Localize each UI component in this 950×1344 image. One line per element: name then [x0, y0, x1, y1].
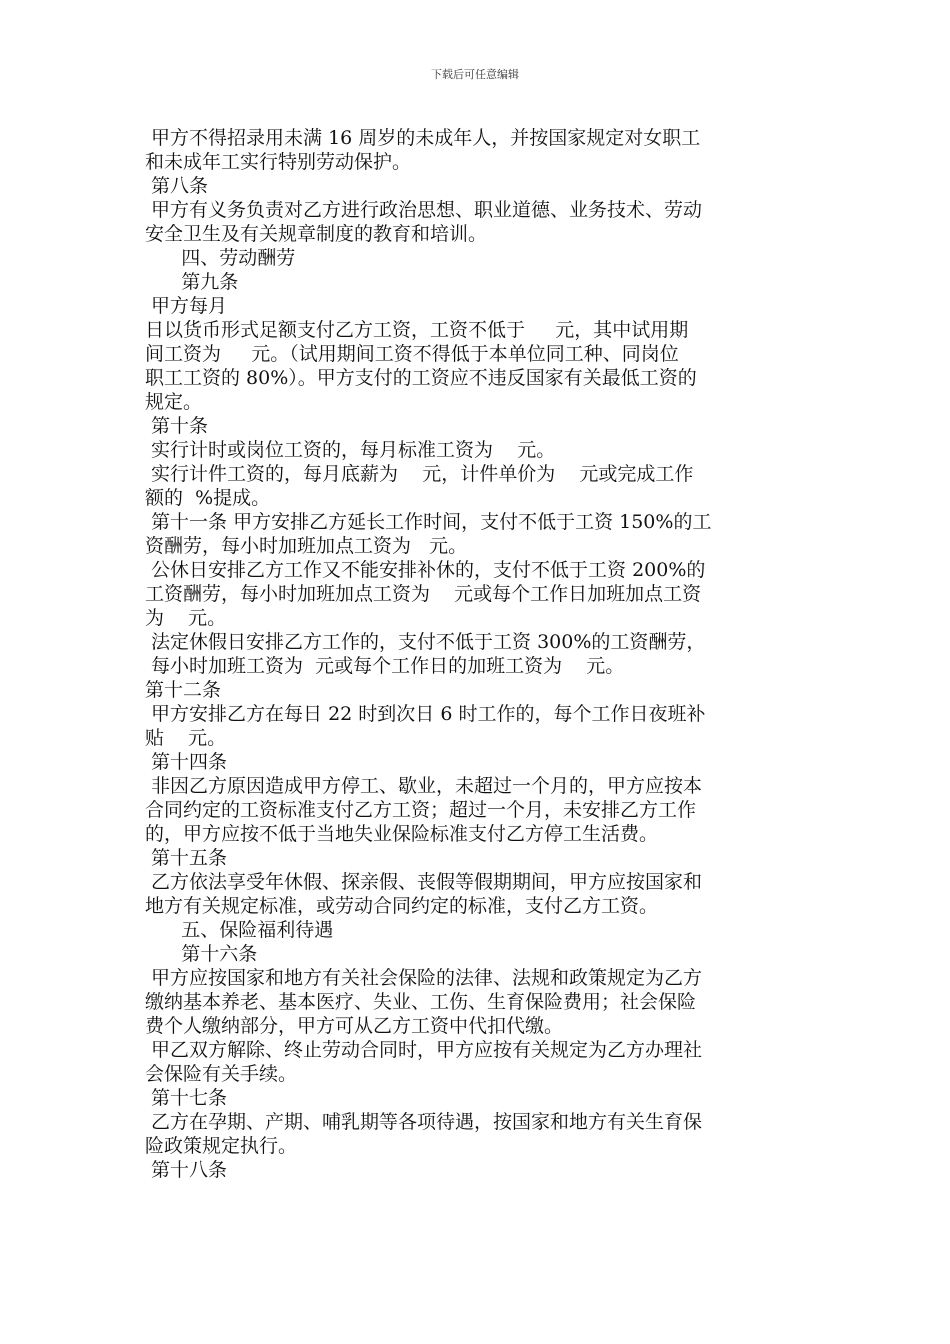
text-line: 工资酬劳，每小时加班加点工资为 元或每个工作日加班加点工资 [145, 583, 702, 605]
text-line: 每小时加班工资为 元或每个工作日的加班工资为 元。 [145, 655, 625, 677]
text-line: 四、劳动酬劳 [145, 247, 296, 269]
text-line: 甲方不得招录用未满 16 周岁的未成年人，并按国家规定对女职工 [145, 127, 701, 149]
text-line: 第九条 [145, 271, 239, 293]
text-line: 贴 元。 [145, 727, 227, 749]
text-line: 甲乙双方解除、终止劳动合同时，甲方应按有关规定为乙方办理社 [145, 1039, 703, 1061]
text-line: 公休日安排乙方工作又不能安排补休的，支付不低于工资 200%的 [145, 559, 706, 581]
text-line: 安全卫生及有关规章制度的教育和培训。 [145, 223, 488, 245]
text-line: 五、保险福利待遇 [145, 919, 334, 941]
text-line: 乙方在孕期、产期、哺乳期等各项待遇，按国家和地方有关生育保 [145, 1111, 703, 1133]
text-line: 第十二条 [145, 679, 222, 701]
text-line: 甲方有义务负责对乙方进行政治思想、职业道德、业务技术、劳动 [145, 199, 703, 221]
text-line: 地方有关规定标准，或劳动合同约定的标准，支付乙方工资。 [145, 895, 659, 917]
text-line: 费个人缴纳部分，甲方可从乙方工资中代扣代缴。 [145, 1015, 564, 1037]
text-line: 会保险有关手续。 [145, 1063, 298, 1085]
text-line: 第十五条 [145, 847, 228, 869]
text-line: 第十七条 [145, 1087, 228, 1109]
text-line: 间工资为 元。（试用期间工资不得低于本单位同工种、同岗位 [145, 343, 679, 365]
text-line: 乙方依法享受年休假、探亲假、丧假等假期期间，甲方应按国家和 [145, 871, 703, 893]
text-line: 资酬劳，每小时加班加点工资为 元。 [145, 535, 468, 557]
document-body [145, 126, 805, 1182]
text-line: 第十一条 甲方安排乙方延长工作时间，支付不低于工资 150%的工 [145, 511, 712, 533]
text-line: 非因乙方原因造成甲方停工、歇业，未超过一个月的，甲方应按本 [145, 775, 703, 797]
text-line: 的，甲方应按不低于当地失业保险标准支付乙方停工生活费。 [145, 823, 659, 845]
text-line: 为 元。 [145, 607, 227, 629]
text-line: 和未成年工实行特别劳动保护。 [145, 151, 412, 173]
text-line: 实行计件工资的，每月底薪为 元，计件单价为 元或完成工作 [145, 463, 694, 485]
text-line: 第十六条 [145, 943, 258, 965]
text-line: 职工工资的 80%）。甲方支付的工资应不违反国家有关最低工资的 [145, 367, 697, 389]
text-line: 额的 %提成。 [145, 487, 271, 509]
text-line: 险政策规定执行。 [145, 1135, 298, 1157]
text-line: 甲方安排乙方在每日 22 时到次日 6 时工作的，每个工作日夜班补 [145, 703, 706, 725]
text-line: 第十八条 [145, 1159, 228, 1181]
text-line: 甲方每月 [145, 295, 228, 317]
text-line: 日以货币形式足额支付乙方工资，工资不低于 元，其中试用期 [145, 319, 689, 341]
text-line: 第十条 [145, 415, 209, 437]
text-line: 甲方应按国家和地方有关社会保险的法律、法规和政策规定为乙方 [145, 967, 703, 989]
page-header: 下载后可任意编辑 [431, 68, 519, 81]
text-line: 合同约定的工资标准支付乙方工资；超过一个月，未安排乙方工作 [145, 799, 697, 821]
text-line: 法定休假日安排乙方工作的，支付不低于工资 300%的工资酬劳， [145, 631, 706, 653]
text-line: 实行计时或岗位工资的，每月标准工资为 元。 [145, 439, 556, 461]
text-line: 第十四条 [145, 751, 228, 773]
text-line: 规定。 [145, 391, 203, 413]
text-line: 第八条 [145, 175, 209, 197]
text-line: 缴纳基本养老、基本医疗、失业、工伤、生育保险费用；社会保险 [145, 991, 697, 1013]
